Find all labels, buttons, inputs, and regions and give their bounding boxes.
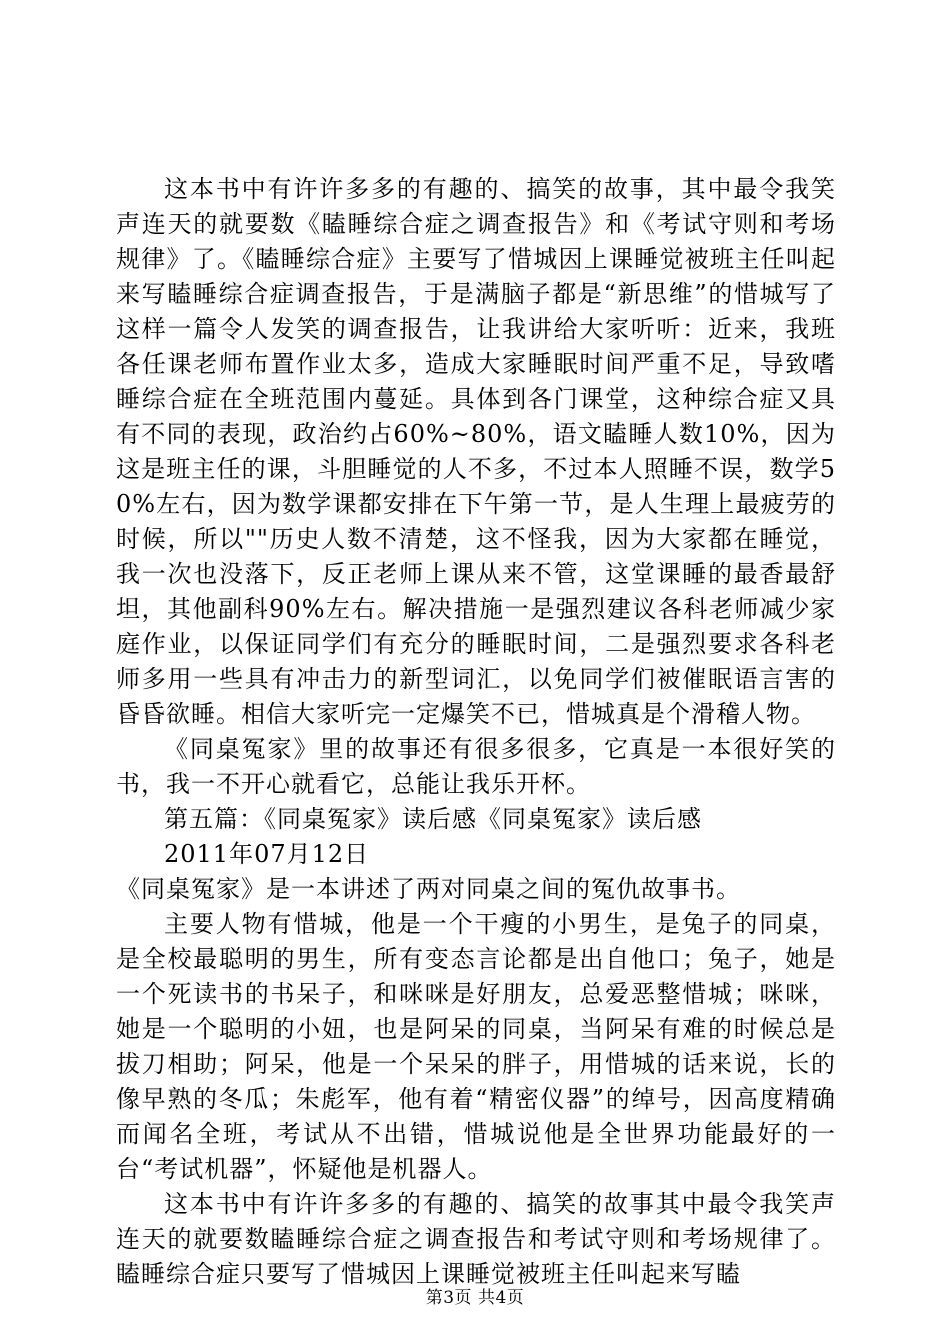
- paragraph-report-story: 这本书中有许许多多的有趣的、搞笑的故事，其中最令我笑声连天的就要数《瞌睡综合症之调查报告》和《考试守则和考场规律》了。《瞌睡综合症》主要写了惜城因上课睡觉被班主任叫起来写瞌睡综合症调查报告，于是满脑子都是“新思维”的惜城写了这样一篇令人发笑的调查报告，让我讲给大家听听：近来，我班各任课老师布置作业太多，造成大家睡眠时间严重不足，导致嗜睡综合症在全班范围内蔓延。具体到各门课堂，这种综合症又具有不同的表现，政治约占60%~80%，语文瞌睡人数10%，因为这是班主任的课，斗胆睡觉的人不多，不过本人照睡不误，数学50%左右，因为数学课都安排在下午第一节，是人生理上最疲劳的时候，所以""历史人数不清楚，这不怪我，因为大家都在睡觉，我一次也没落下，反正老师上课从来不管，这堂课睡的最香最舒坦，其他副科90%左右。解决措施一是强烈建议各科老师减少家庭作业，以保证同学们有充分的睡眠时间，二是强烈要求各科老师多用一些具有冲击力的新型词汇，以免同学们被催眠语言害的昏昏欲睡。相信大家听完一定爆笑不已，惜城真是个滑稽人物。: [116, 175, 836, 728]
- section-heading: 第五篇：《同桌冤家》读后感《同桌冤家》读后感: [164, 805, 702, 833]
- page-number-footer: 第3页 共4页: [425, 1288, 525, 1308]
- document-body: [116, 172, 836, 1292]
- section-date: 2011年07月12日: [164, 840, 370, 868]
- paragraph-characters: 主要人物有惜城，他是一个干瘦的小男生，是兔子的同桌，是全校最聪明的男生，所有变态言论都是出自他口；兔子，她是一个死读书的书呆子，和咪咪是好朋友，总爱恶整惜城；咪咪，她是一个聪明的小妞，也是阿呆的同桌，当阿呆有难的时候总是拔刀相助；阿呆，他是一个呆呆的胖子，用惜城的话来说，长的像早熟的冬瓜；朱彪军，他有着“精密仪器”的绰号，因高度精确而闻名全班，考试从不出错，惜城说他是全世界功能最好的一台“考试机器”，怀疑他是机器人。: [116, 910, 836, 1183]
- paragraph-book-summary: 《同桌冤家》里的故事还有很多很多，它真是一本很好笑的书，我一不开心就看它，总能让我乐开杯。: [116, 735, 836, 798]
- paragraph-stories: 这本书中有许许多多的有趣的、搞笑的故事其中最令我笑声连天的就要数瞌睡综合症之调查报告和考试守则和考场规律了。瞌睡综合症只要写了惜城因上课睡觉被班主任叫起来写瞌: [116, 1190, 836, 1288]
- paragraph-intro: 《同桌冤家》是一本讲述了两对同桌之间的冤仇故事书。: [116, 875, 741, 903]
